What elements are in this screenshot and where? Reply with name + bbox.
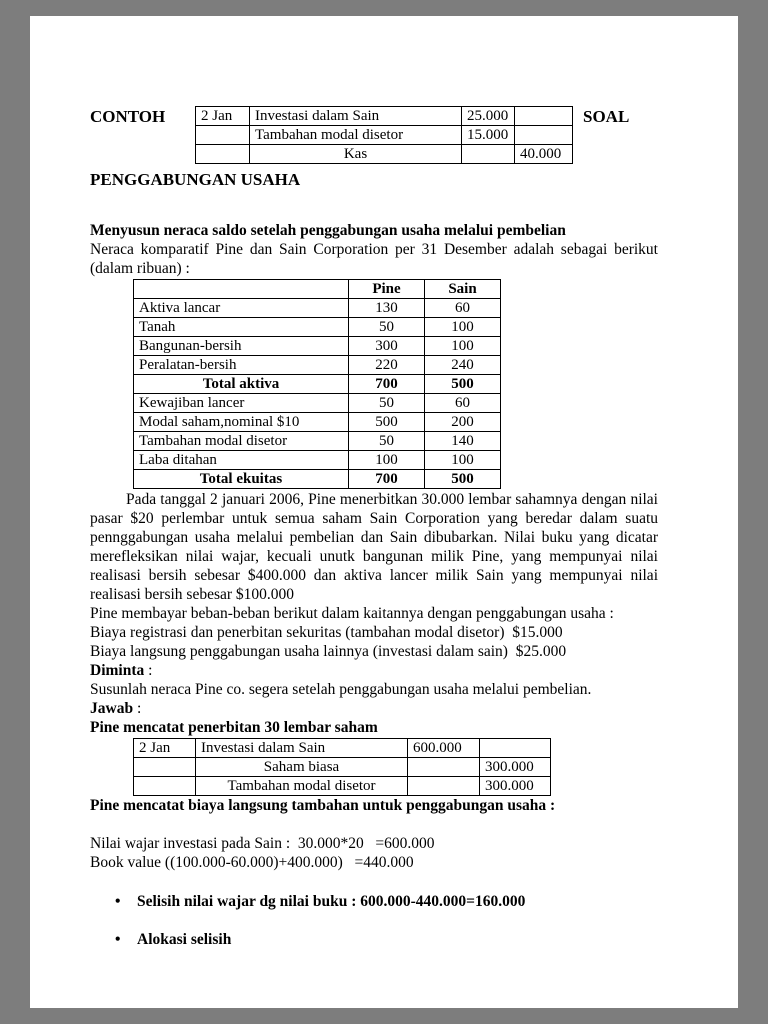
table-cell: 700: [349, 375, 425, 394]
table-row: [196, 107, 573, 126]
table-row: [196, 145, 573, 164]
table-cell: 50: [349, 432, 425, 451]
table-cell: [196, 126, 250, 145]
table-cell: 100: [425, 337, 501, 356]
table-cell: 25.000: [462, 107, 515, 126]
diminta-colon: :: [144, 662, 153, 679]
jawab-colon: :: [133, 700, 142, 717]
bullet-icon: •: [115, 893, 121, 910]
biaya-langsung-line: Biaya langsung penggabungan usaha lainnya (investasi dalam sain) $25.000: [90, 643, 567, 660]
table-cell: 240: [425, 356, 501, 375]
table-row: [134, 758, 551, 777]
table-cell: [515, 126, 573, 145]
page-title: PENGGABUNGAN USAHA: [90, 170, 301, 189]
table-row-total-ekuitas: [134, 470, 501, 489]
nilai-wajar-line: Nilai wajar investasi pada Sain : 30.000*20 =600.000: [90, 835, 435, 852]
list-item: [90, 930, 658, 949]
balance-sheet-table: [133, 279, 501, 489]
table-cell: [408, 777, 480, 796]
table-cell: 300.000: [480, 758, 551, 777]
table-cell: 40.000: [515, 145, 573, 164]
table-cell: 500: [349, 413, 425, 432]
table-cell: Total aktiva: [134, 375, 349, 394]
bullet-icon: •: [115, 931, 121, 948]
table-cell: 2 Jan: [196, 107, 250, 126]
table-row: [134, 318, 501, 337]
table-cell: [408, 758, 480, 777]
table-cell: [462, 145, 515, 164]
table-row: [134, 432, 501, 451]
diminta-label: Diminta: [90, 662, 145, 679]
table-cell: Kewajiban lancer: [134, 394, 349, 413]
journal-entry-table-answer: [133, 738, 551, 796]
table-cell: 130: [349, 299, 425, 318]
table-row: [134, 356, 501, 375]
header-row: [90, 106, 658, 164]
table-cell: [134, 758, 196, 777]
table-header-row: [134, 280, 501, 299]
section-heading: Menyusun neraca saldo setelah penggabungan usaha melalui pembelian: [90, 222, 566, 239]
table-cell: 100: [425, 318, 501, 337]
column-header-pine: Pine: [349, 280, 425, 299]
table-cell: Bangunan-bersih: [134, 337, 349, 356]
table-row: [134, 451, 501, 470]
table-cell: 15.000: [462, 126, 515, 145]
biaya-heading: Pine mencatat biaya langsung tambahan untuk penggabungan usaha :: [90, 797, 556, 814]
document-page: [30, 16, 738, 1008]
table-cell: [515, 107, 573, 126]
bullet-list: [90, 892, 658, 949]
narrative-paragraph: Pada tanggal 2 januari 2006, Pine menerbitkan 30.000 lembar sahamnya dengan nilai pasar $20 perlembar untuk semua saham Sain Corporation yang beredar dalam suatu pennggabungan usaha melalui pembelian dan Sain dibubarkan. Nilai buku yang dicatar merefleksikan nilai wajar, kecuali unutk bangunan milik Pine, yang mempunyai nilai realisasi bersih sebesar $400.000 dan aktiva lancer milik Sain yang mempunyai nilai realisasi bersih sebesar $100.000: [90, 491, 658, 603]
table-cell: Tambahan modal disetor: [250, 126, 462, 145]
table-cell: 500: [425, 375, 501, 394]
table-row: [134, 413, 501, 432]
contoh-label: CONTOH: [90, 107, 166, 126]
table-cell: Saham biasa: [196, 758, 408, 777]
table-cell: Modal saham,nominal $10: [134, 413, 349, 432]
table-row: [196, 126, 573, 145]
table-cell: 2 Jan: [134, 739, 196, 758]
table-cell: 600.000: [408, 739, 480, 758]
intro-paragraph: Neraca komparatif Pine dan Sain Corporation per 31 Desember adalah sebagai berikut (dalam ribuan) :: [90, 241, 658, 277]
table-cell: 60: [425, 394, 501, 413]
table-cell: 300: [349, 337, 425, 356]
table-cell: Laba ditahan: [134, 451, 349, 470]
jawab-heading: Pine mencatat penerbitan 30 lembar saham: [90, 719, 378, 736]
table-cell: Investasi dalam Sain: [196, 739, 408, 758]
table-cell: Total ekuitas: [134, 470, 349, 489]
column-header-sain: Sain: [425, 280, 501, 299]
soal-label: SOAL: [583, 107, 630, 126]
journal-entry-table-opening: [195, 106, 573, 164]
jawab-line: [90, 699, 658, 718]
table-row: [134, 777, 551, 796]
table-cell: Tanah: [134, 318, 349, 337]
table-cell: 50: [349, 318, 425, 337]
table-row: [134, 739, 551, 758]
table-cell: Peralatan-bersih: [134, 356, 349, 375]
table-cell: [196, 145, 250, 164]
diminta-line: [90, 661, 658, 680]
table-row-total-aktiva: [134, 375, 501, 394]
bullet-text-selisih: Selisih nilai wajar dg nilai buku : 600.000-440.000=160.000: [137, 893, 526, 910]
table-cell: 60: [425, 299, 501, 318]
table-cell: 100: [349, 451, 425, 470]
table-cell: 200: [425, 413, 501, 432]
table-cell: [134, 777, 196, 796]
table-cell: [134, 280, 349, 299]
table-cell: 300.000: [480, 777, 551, 796]
table-cell: Aktiva lancar: [134, 299, 349, 318]
table-cell: Tambahan modal disetor: [196, 777, 408, 796]
table-row: [134, 299, 501, 318]
biaya-registrasi-line: Biaya registrasi dan penerbitan sekuritas (tambahan modal disetor) $15.000: [90, 624, 563, 641]
table-cell: 700: [349, 470, 425, 489]
book-value-line: Book value ((100.000-60.000)+400.000) =440.000: [90, 854, 414, 871]
table-row: [134, 394, 501, 413]
beban-line: Pine membayar beban-beban berikut dalam kaitannya dengan penggabungan usaha :: [90, 605, 614, 622]
table-cell: Kas: [250, 145, 462, 164]
table-cell: Investasi dalam Sain: [250, 107, 462, 126]
list-item: [90, 892, 658, 911]
table-cell: Tambahan modal disetor: [134, 432, 349, 451]
table-cell: 50: [349, 394, 425, 413]
table-row: [134, 337, 501, 356]
page-content: [30, 16, 738, 949]
table-cell: 500: [425, 470, 501, 489]
diminta-text: Susunlah neraca Pine co. segera setelah penggabungan usaha melalui pembelian.: [90, 681, 592, 698]
table-cell: 100: [425, 451, 501, 470]
table-cell: 220: [349, 356, 425, 375]
table-cell: [480, 739, 551, 758]
jawab-label: Jawab: [90, 700, 134, 717]
table-cell: 140: [425, 432, 501, 451]
bullet-text-alokasi: Alokasi selisih: [137, 931, 232, 948]
